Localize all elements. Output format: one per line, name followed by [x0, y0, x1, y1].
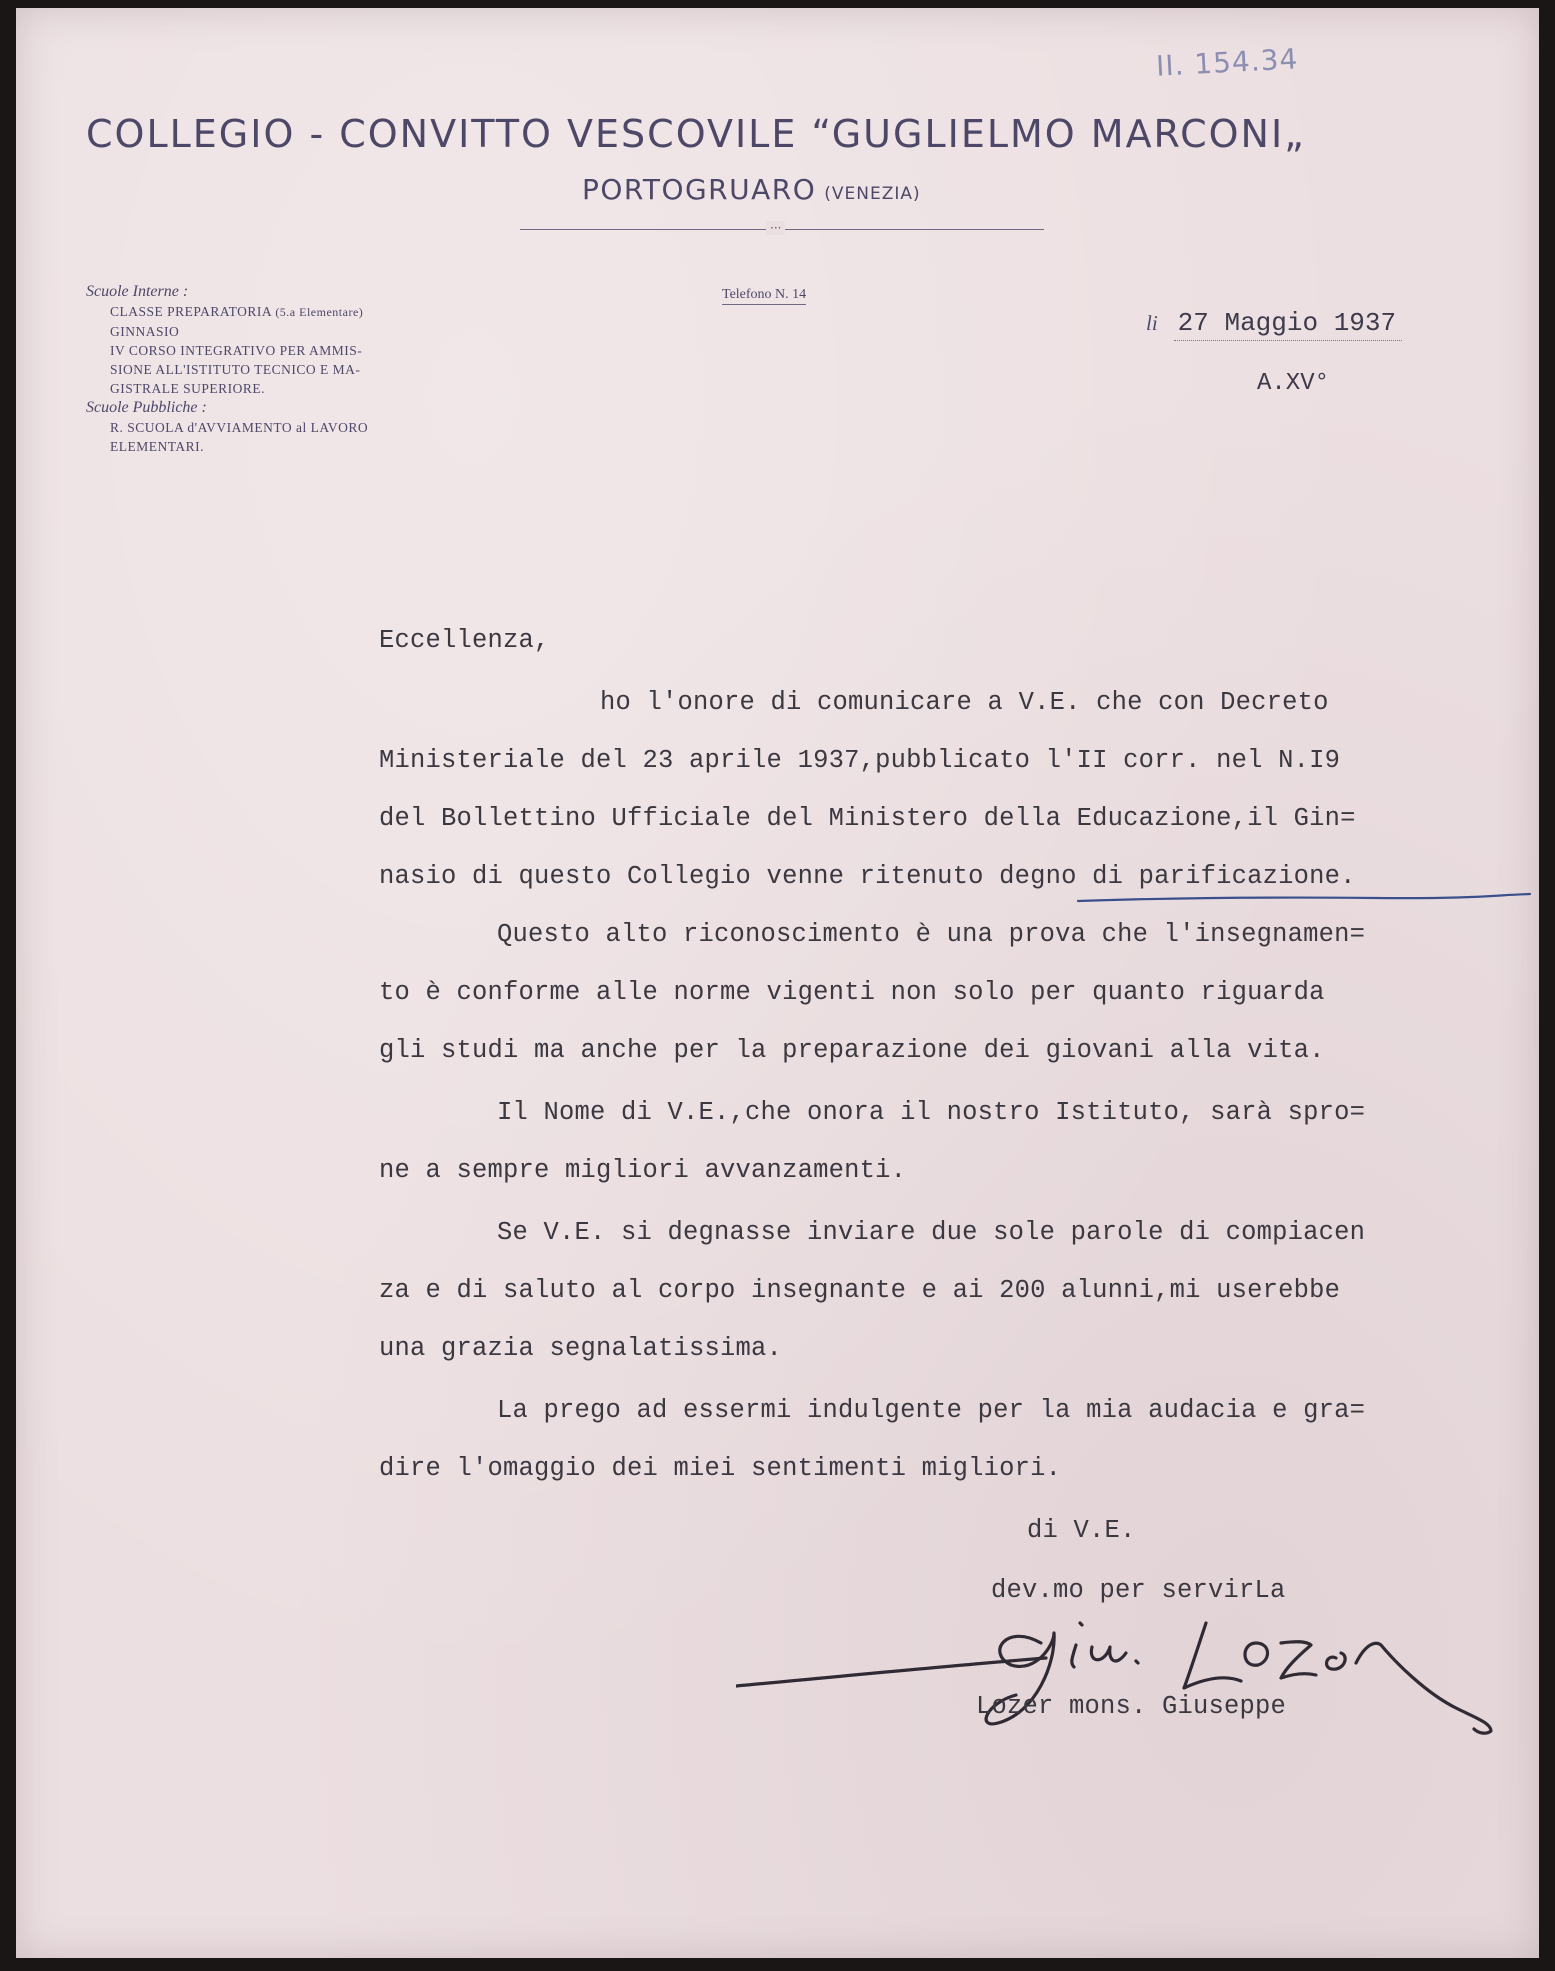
salutation: Eccellenza,: [379, 626, 550, 655]
body-line: gli studi ma anche per la preparazione dei giovani alla vita.: [379, 1036, 1325, 1065]
schools-list: [86, 282, 486, 456]
typed-name: Lozer mons. Giuseppe: [976, 1692, 1287, 1721]
body-line: ne a sempre migliori avvanzamenti.: [379, 1156, 907, 1185]
body-line: za e di saluto al corpo insegnante e ai 200 alunni,mi userebbe: [379, 1276, 1341, 1305]
letterhead-city: PORTOGRUARO: [582, 173, 817, 206]
ink-underline: [1076, 892, 1532, 906]
body-line: La prego ad essermi indulgente per la mia audacia e gra=: [497, 1396, 1366, 1425]
body-line: Il Nome di V.E.,che onora il nostro Istituto, sarà spro=: [497, 1098, 1366, 1127]
archive-annotation: II. 154.34: [1155, 42, 1300, 83]
school-item: GISTRALE SUPERIORE.: [110, 381, 266, 396]
letterhead-city-line: [582, 173, 921, 206]
letterhead-ornament: ···: [766, 221, 785, 235]
body-line: una grazia segnalatissima.: [379, 1334, 783, 1363]
body-line: nasio di questo Collegio venne ritenuto degno di parificazione.: [379, 862, 1356, 891]
date-prefix: li: [1146, 311, 1158, 335]
school-item: IV CORSO INTEGRATIVO PER AMMIS-: [110, 343, 363, 358]
school-item: ELEMENTARI.: [110, 439, 205, 454]
school-item: CLASSE PREPARATORIA (5.a Elementare): [110, 304, 364, 319]
letterhead-region: (VENEZIA): [824, 184, 921, 204]
schools-internal-heading: Scuole Interne :: [86, 283, 189, 300]
schools-public-heading: Scuole Pubbliche :: [86, 399, 207, 416]
body-line: Ministeriale del 23 aprile 1937,pubblicato l'II corr. nel N.I9: [379, 746, 1341, 775]
school-item: SIONE ALL'ISTITUTO TECNICO E MA-: [110, 362, 361, 377]
telephone-number: Telefono N. 14: [722, 287, 806, 305]
closing-line: di V.E.: [1027, 1516, 1136, 1545]
fascist-era-year: A.XV°: [1257, 370, 1330, 397]
closing-line: dev.mo per servirLa: [991, 1576, 1286, 1605]
date-line: [1146, 308, 1402, 338]
body-line: ho l'onore di comunicare a V.E. che con Decreto: [600, 688, 1329, 717]
school-item: R. SCUOLA d'AVVIAMENTO al LAVORO: [110, 420, 369, 435]
school-item: GINNASIO: [110, 324, 180, 339]
letterhead-institution: COLLEGIO - CONVITTO VESCOVILE “GUGLIELMO MARCONI„: [86, 112, 1306, 156]
body-line: Questo alto riconoscimento è una prova che l'insegnamen=: [497, 920, 1366, 949]
body-line: dire l'omaggio dei miei sentimenti migliori.: [379, 1454, 1062, 1483]
body-line: del Bollettino Ufficiale del Ministero della Educazione,il Gin=: [379, 804, 1356, 833]
body-line: Se V.E. si degnasse inviare due sole parole di compiacen: [497, 1218, 1366, 1247]
letter-date: 27 Maggio 1937: [1174, 308, 1402, 341]
body-line: to è conforme alle norme vigenti non solo per quanto riguarda: [379, 978, 1325, 1007]
letter-page: [16, 8, 1539, 1958]
